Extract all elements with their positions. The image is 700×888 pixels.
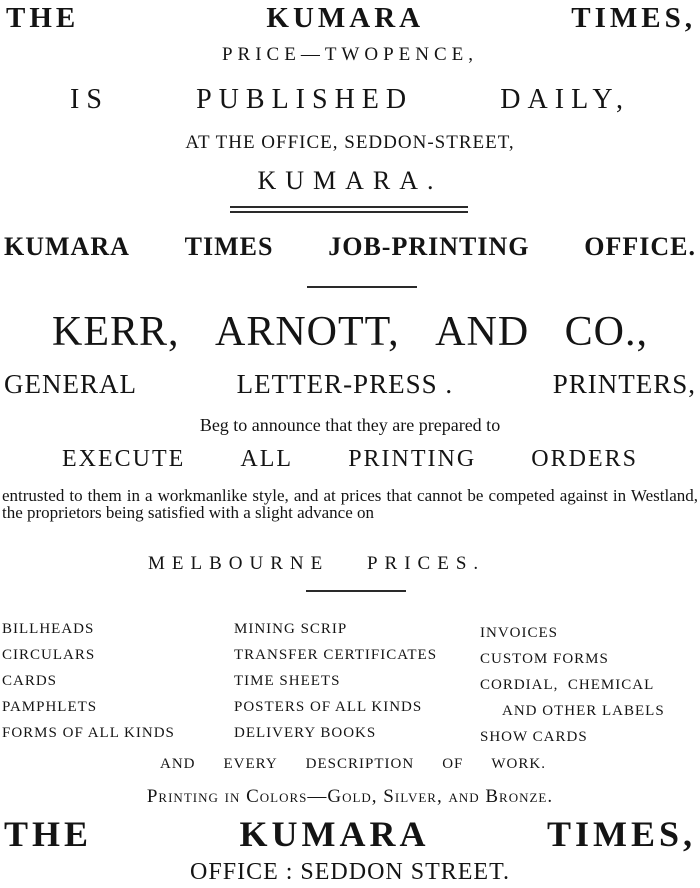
trade-word: LETTER-PRESS . — [236, 369, 454, 399]
office-address: AT THE OFFICE, SEDDON-STREET, — [185, 132, 515, 153]
masthead-title-word: KUMARA — [266, 2, 425, 34]
execute-word: ORDERS — [531, 446, 638, 472]
prices-word: PRICES. — [366, 553, 486, 574]
trade-line — [4, 368, 696, 400]
footer-title-word: THE — [4, 814, 93, 854]
service-item: PAMPHLETS — [2, 699, 98, 715]
price-line: PRICE—TWOPENCE, — [221, 44, 479, 65]
published-word: PUBLISHED — [196, 84, 414, 115]
execute-word: ALL — [240, 446, 294, 472]
published-line — [70, 84, 630, 116]
announcement: Beg to announce that they are prepared to — [199, 415, 501, 435]
published-word: DAILY, — [500, 84, 630, 115]
service-item: POSTERS OF ALL KINDS — [234, 699, 423, 715]
published-word: IS — [70, 84, 109, 115]
job-printing-word: TIMES — [184, 232, 274, 261]
closing-word: AND — [160, 756, 196, 772]
job-printing-word: JOB-PRINTING — [328, 232, 530, 261]
service-item: CIRCULARS — [2, 647, 96, 663]
trade-word: PRINTERS, — [552, 369, 696, 399]
footer-title-word: KUMARA — [239, 814, 430, 854]
services-column-2 — [234, 616, 437, 746]
masthead-title-word: TIMES, — [571, 2, 696, 34]
service-item: BILLHEADS — [2, 621, 95, 637]
service-item: TRANSFER CERTIFICATES — [234, 647, 438, 663]
prices-word: MELBOURNE — [148, 553, 330, 574]
town-name: KUMARA. — [257, 166, 443, 195]
services-column-3 — [480, 620, 665, 750]
melbourne-prices — [148, 552, 485, 576]
footer-office: OFFICE : SEDDON STREET. — [190, 859, 510, 885]
service-item: DELIVERY BOOKS — [234, 725, 377, 741]
footer-title — [4, 814, 696, 854]
closing-word: EVERY — [223, 756, 278, 772]
service-item: SHOW CARDS — [480, 729, 588, 745]
service-item: AND OTHER LABELS — [502, 703, 665, 719]
masthead-title — [6, 2, 696, 34]
masthead-title-word: THE — [6, 2, 80, 34]
closing-word: WORK. — [491, 756, 546, 772]
execute-line — [62, 444, 638, 474]
firm-name-word: AND — [435, 309, 530, 355]
service-item: CORDIAL, CHEMICAL — [480, 677, 655, 693]
body-paragraph: entrusted to them in a workmanlike style, and at prices that cannot be competed against in Westland, the proprietors being satisfied with a slight advance on — [2, 486, 698, 522]
services-closing-line — [160, 752, 546, 776]
job-printing-word: OFFICE. — [584, 232, 696, 261]
execute-word: PRINTING — [348, 446, 477, 472]
trade-word: GENERAL — [4, 369, 137, 399]
firm-name-word: CO., — [564, 309, 648, 355]
firm-name-word: KERR, — [52, 309, 180, 355]
footer-title-word: TIMES, — [546, 814, 696, 854]
service-item: FORMS OF ALL KINDS — [2, 725, 175, 741]
printing-in-colors: Printing in Colors—Gold, Silver, and Bronze. — [146, 786, 554, 807]
service-item: CUSTOM FORMS — [480, 651, 609, 667]
service-item: TIME SHEETS — [234, 673, 341, 689]
double-rule — [230, 211, 468, 213]
execute-word: EXECUTE — [62, 446, 186, 472]
firm-name — [52, 308, 648, 356]
services-column-1 — [2, 616, 175, 746]
job-printing-heading — [4, 232, 696, 262]
double-rule — [230, 206, 468, 208]
short-rule — [307, 286, 417, 288]
firm-name-word: ARNOTT, — [214, 309, 400, 355]
closing-word: OF — [442, 756, 464, 772]
closing-word: DESCRIPTION — [305, 756, 415, 772]
service-item: CARDS — [2, 673, 58, 689]
service-item: MINING SCRIP — [234, 621, 348, 637]
job-printing-word: KUMARA — [4, 232, 130, 261]
short-rule — [306, 590, 406, 592]
service-item: INVOICES — [480, 625, 558, 641]
